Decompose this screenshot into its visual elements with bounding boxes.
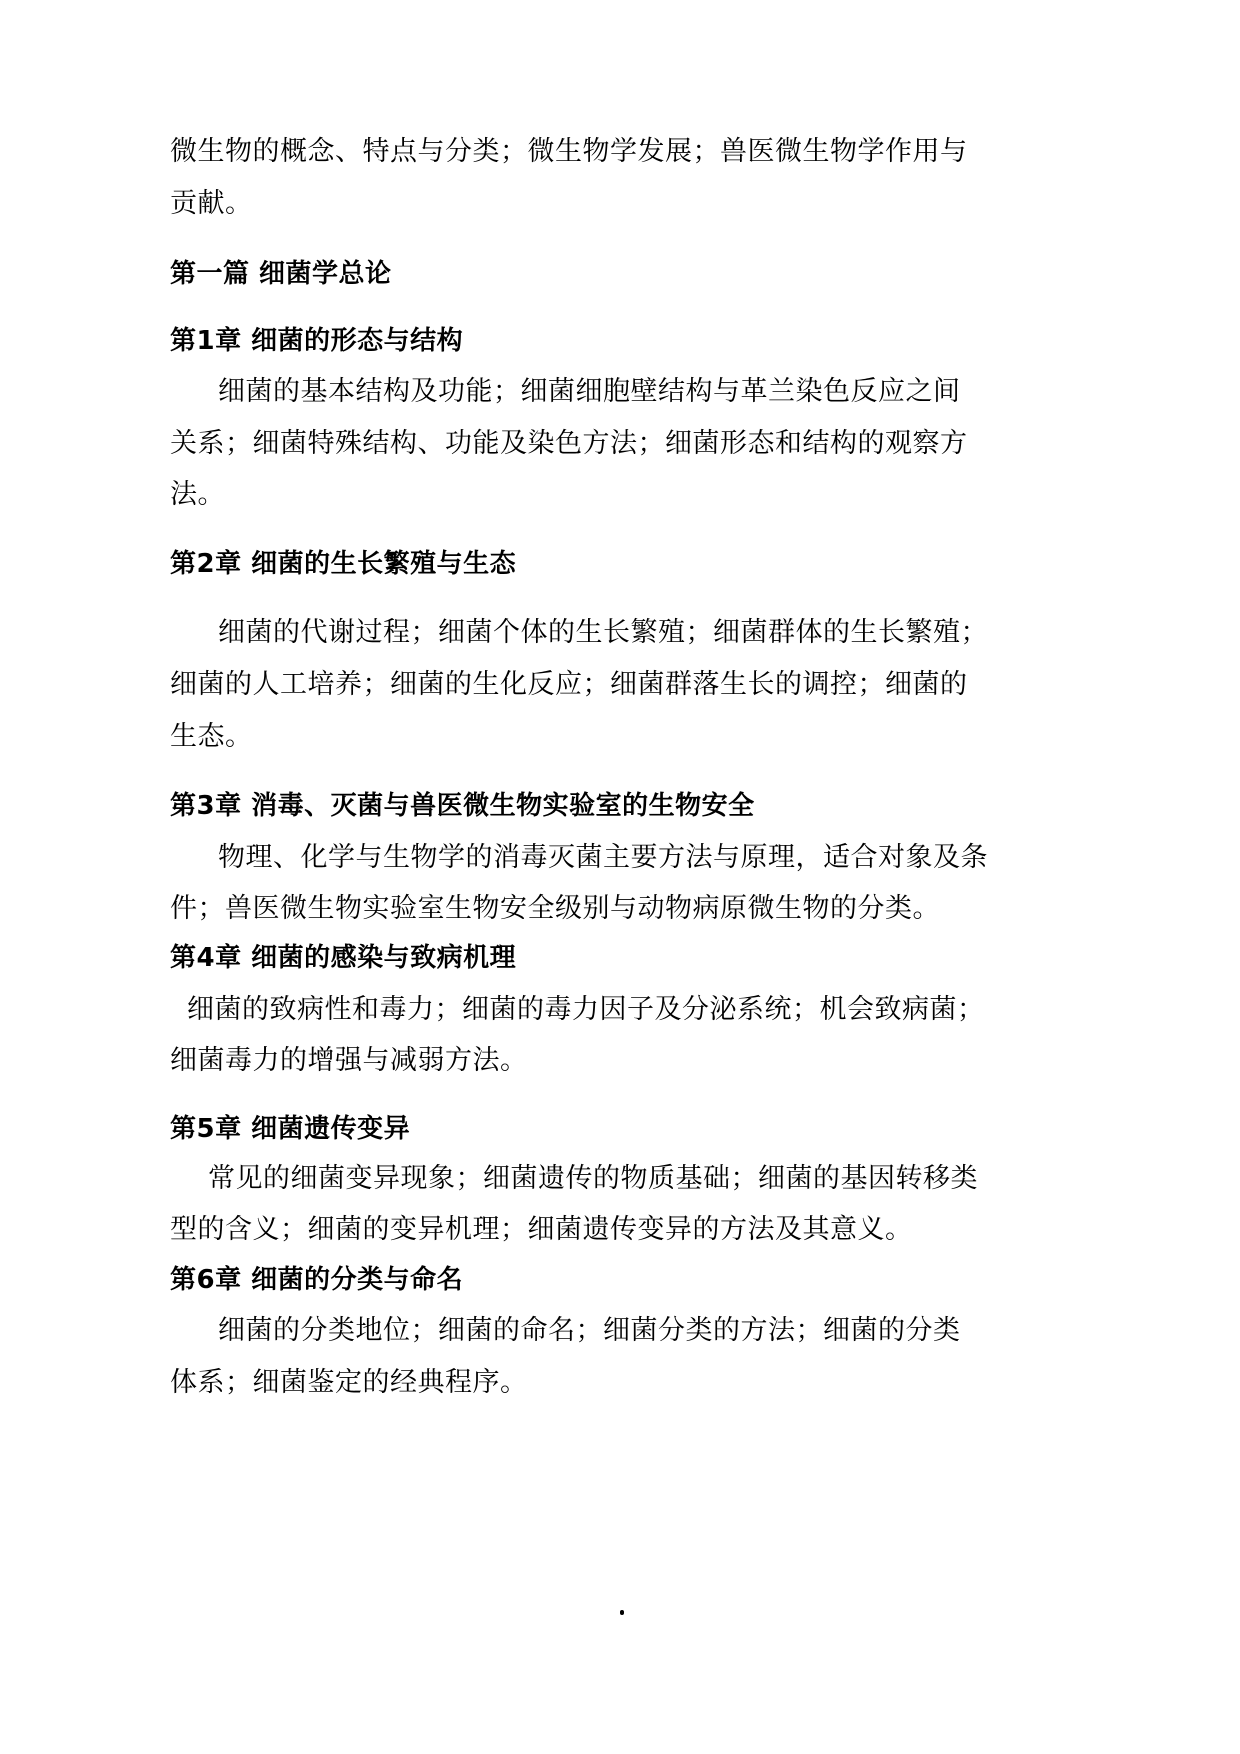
chapter-4-line-1: 细菌的致病性和毒力；细菌的毒力因子及分泌系统；机会致病菌；: [187, 994, 985, 1025]
chapter-2-line-3: 生态。: [170, 721, 253, 752]
chapter-5-line-2: 型的含义；细菌的变异机理；细菌遗传变异的方法及其意义。: [170, 1214, 913, 1245]
intro-line-2: 贡献。: [170, 188, 253, 219]
chapter-6-line-1: 细菌的分类地位；细菌的命名；细菌分类的方法；细菌的分类: [218, 1315, 961, 1346]
page-marker-dot: [620, 1610, 624, 1615]
chapter-1-line-3: 法。: [170, 479, 225, 510]
chapter-2-line-2: 细菌的人工培养；细菌的生化反应；细菌群落生长的调控；细菌的: [170, 669, 968, 700]
chapter-5-line-1: 常见的细菌变异现象；细菌遗传的物质基础；细菌的基因转移类: [208, 1163, 978, 1194]
part-title: 第一篇 细菌学总论: [170, 259, 392, 289]
chapter-4-title: 第4章 细菌的感染与致病机理: [170, 943, 517, 973]
chapter-4-line-2: 细菌毒力的增强与减弱方法。: [170, 1045, 528, 1076]
chapter-3-line-2: 件；兽医微生物实验室生物安全级别与动物病原微生物的分类。: [170, 893, 940, 924]
chapter-1-line-1: 细菌的基本结构及功能；细菌细胞壁结构与革兰染色反应之间: [218, 376, 961, 407]
chapter-2-line-1: 细菌的代谢过程；细菌个体的生长繁殖；细菌群体的生长繁殖；: [218, 617, 988, 648]
chapter-6-line-2: 体系；细菌鉴定的经典程序。: [170, 1367, 528, 1398]
chapter-5-title: 第5章 细菌遗传变异: [170, 1114, 411, 1144]
chapter-3-line-1: 物理、化学与生物学的消毒灭菌主要方法与原理，适合对象及条: [218, 842, 988, 873]
chapter-2-title: 第2章 细菌的生长繁殖与生态: [170, 549, 517, 579]
chapter-6-title: 第6章 细菌的分类与命名: [170, 1265, 464, 1295]
chapter-1-title: 第1章 细菌的形态与结构: [170, 326, 464, 356]
chapter-3-title: 第3章 消毒、灭菌与兽医微生物实验室的生物安全: [170, 791, 755, 821]
chapter-1-line-2: 关系；细菌特殊结构、功能及染色方法；细菌形态和结构的观察方: [170, 428, 968, 459]
intro-line-1: 微生物的概念、特点与分类；微生物学发展；兽医微生物学作用与: [170, 136, 968, 167]
